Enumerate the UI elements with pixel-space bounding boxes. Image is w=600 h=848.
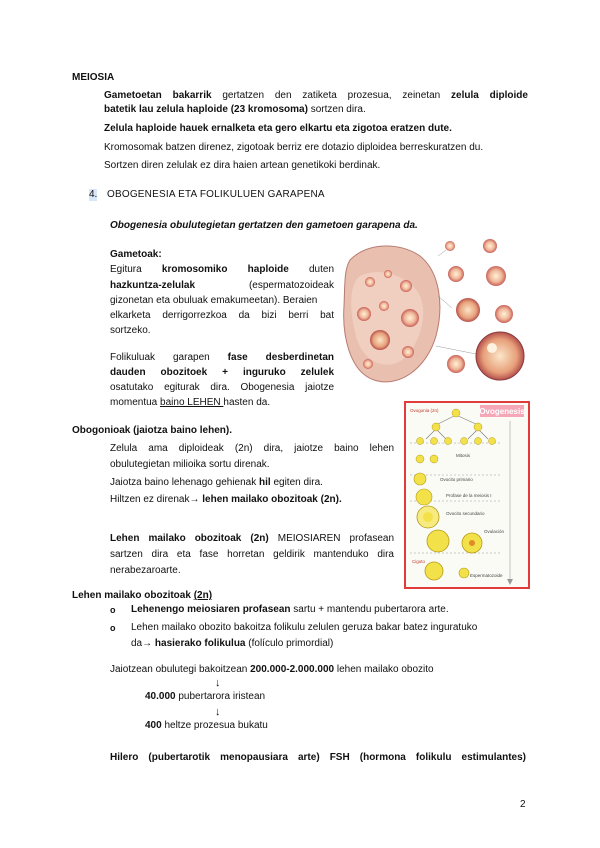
obogonioak-line-3: Jaiotza baino lehenago gehienak hil egiten dira. <box>110 477 323 488</box>
gametoak-line-1: Egitura kromosomiko haploide duten <box>110 264 335 275</box>
folikuluak-line-4: momentua baino LEHEN hasten da. <box>110 397 271 408</box>
obogenesia-definition: Obogenesia obulutegietan gertatzen den gametoen garapena da. <box>110 220 418 231</box>
counts-line-3: 400 heltze prozesua bukatu <box>145 720 268 731</box>
meiosia-paragraph-line-1: Gametoetan bakarrik gertatzen den zatiketa prozesua, zeinetan zelula diploide <box>104 90 528 101</box>
lmo2-bullet-2a: Lehen mailako obozito bakoitza folikulu zelulen geruza bakar batez inguratuko <box>131 622 478 633</box>
label-ovogonia: Ovogonia (2n) <box>410 408 439 413</box>
counts-line-1: Jaiotzean obulutegi bakoitzean 200.000-2.000.000 lehen mailako obozito <box>110 664 434 675</box>
section-heading-meiosia: MEIOSIA <box>72 72 115 83</box>
meiosia-paragraph-line-2: batetik lau zelula haploide (23 kromosoma) sortzen dira. <box>104 104 366 115</box>
obogonioak-title: Obogonioak (jaiotza baino lehen). <box>72 425 233 436</box>
meiosia-paragraph-2: Zelula haploide hauek ernalketa eta gero elkartu eta zigotoa eratzen dute. <box>104 123 452 134</box>
obogonioak-line-4: Hiltzen ez direnak→ lehen mailako obozitoak (2n). <box>110 494 342 505</box>
ovogenesis-title: Ovogenesis <box>479 407 525 416</box>
gametoak-line-4: elkarketa derrigorrezkoa da bizi berri bat <box>110 310 335 321</box>
lmo2-bullet-2b: da→ hasierako folikulua (folículo primordial) <box>131 638 334 649</box>
counts-line-2: 40.000 pubertarora iristean <box>145 691 266 702</box>
lmo-line-1: Lehen mailako obozitoak (2n) MEIOSIAREN profasean <box>110 533 395 544</box>
lmo-line-2: sartzen dira eta fase horretan geldirik mantenduko dira <box>110 549 394 560</box>
label-cigoto: Cigoto <box>412 559 426 564</box>
obogonioak-line-2: obulutegietan milioika sortu direnak. <box>110 459 270 470</box>
gametoak-line-5: sortzeko. <box>110 325 151 336</box>
obogonioak-line-1: Zelula ama diploideak (2n) dira, jaiotze baino lehen <box>110 443 395 454</box>
section-title: OBOGENESIA ETA FOLIKULUEN GARAPENA <box>107 189 325 200</box>
meiosia-paragraph-3: Kromosomak batzen direnez, zigotoak berriz ere dotazio diploidea berreskuratzen du. <box>104 142 484 153</box>
label-ovulacion: Ovulación <box>484 529 505 534</box>
gametoak-line-2: hazkuntza-zelulak (espermatozoideak <box>110 280 334 291</box>
gametoak-title: Gametoak: <box>110 249 162 260</box>
gametoak-line-3: gizonetan eta obuluak emakumeetan). Beraien <box>110 295 318 306</box>
lmo-line-3: nerabezaroarte. <box>110 565 181 576</box>
ovogenesis-diagram <box>406 403 528 587</box>
folikuluak-line-3: osatutako egiturak dira. Obogenesia jaiotze <box>110 382 334 393</box>
meiosia-paragraph-4: Sortzen diren zelulak ez dira haien artean genetikoki berdinak. <box>104 160 381 171</box>
label-espermatozoide: Espermatozoide <box>470 573 503 578</box>
lmo2-bullet-1: Lehenengo meiosiaren profasean sartu + mantendu pubertarora arte. <box>131 604 449 615</box>
down-arrow-icon: ↓ <box>215 706 221 718</box>
page-number: 2 <box>520 799 526 810</box>
label-ovocito-primario: Ovocito primario <box>440 477 473 482</box>
folikuluak-line-2: dauden obozitoek + inguruko zelulek <box>110 367 335 378</box>
lmo2-title: Lehen mailako obozitoak (2n) <box>72 590 213 601</box>
down-arrow-icon: ↓ <box>215 677 221 689</box>
bullet-icon: o <box>110 605 116 615</box>
ovogenesis-figure <box>404 401 530 589</box>
ovary-follicles-figure <box>340 236 526 390</box>
section-number: 4. <box>89 189 98 200</box>
label-mitosis: Mitosis <box>456 453 471 458</box>
hilero-line: Hilero (pubertarotik menopausiara arte) FSH (hormona folikulu estimulantes) <box>110 752 526 763</box>
label-profase: Profase de la meiosis I <box>446 493 492 498</box>
bullet-icon: o <box>110 623 116 633</box>
label-ovocito-secundario: Ovocito secundario <box>446 511 485 516</box>
folikuluak-line-1: Folikuluak garapen fase desberdinetan <box>110 352 335 363</box>
